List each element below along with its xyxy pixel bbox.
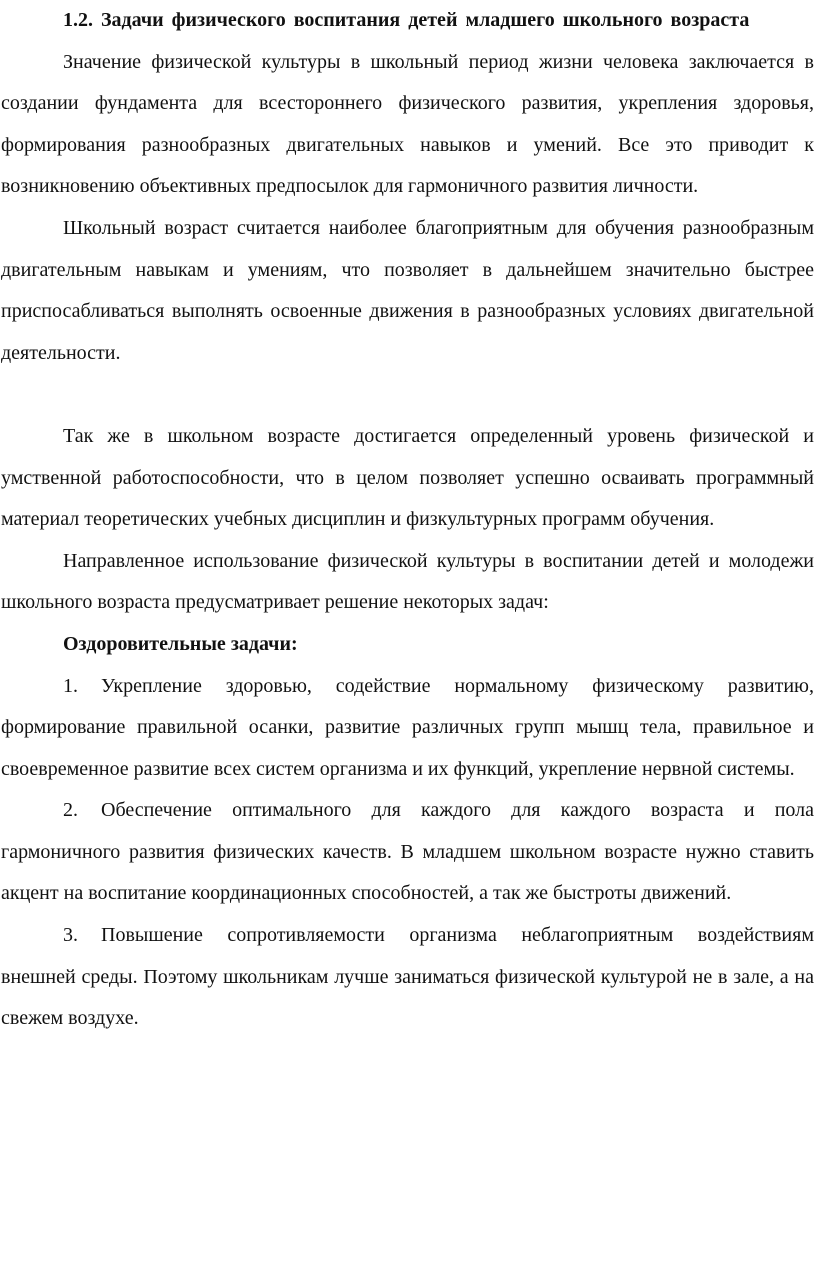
task-text: Укрепление здоровью, содействие нормальному физическому развитию, формирование правильной осанки, развитие различных групп мышц тела, правильное и своевременное развитие всех систем организма и их функций, укрепление нервной системы. — [1, 674, 814, 780]
task-number: 1. — [63, 674, 78, 697]
subheading-health-tasks: Оздоровительные задачи: — [63, 632, 298, 655]
task-item-3 — [1, 915, 814, 1040]
paragraph-1: Значение физической культуры в школьный период жизни человека заключается в создании фундамента для всестороннего физического развития, укрепления здоровья, формирования разнообразных двигательных навыков и умений. Все это приводит к возникновению объективных предпосылок для гармоничного развития личности. — [1, 50, 814, 198]
task-text: Повышение сопротивляемости организма неблагоприятным воздействиям внешней среды. Поэтому школьникам лучше заниматься физической культурой не в зале, а на свежем воздухе. — [1, 924, 814, 1030]
task-text: Обеспечение оптимального для каждого для каждого возраста и пола гармоничного развития физических качеств. В младшем школьном возрасте нужно ставить акцент на воспитание координационных способностей, а так же быстроты движений. — [1, 799, 814, 905]
paragraph-3: Так же в школьном возрасте достигается определенный уровень физической и умственной работоспособности, что в целом позволяет успешно осваивать программный материал теоретических учебных дисциплин и физкультурных программ обучения. — [1, 424, 814, 531]
task-item-2 — [1, 790, 814, 915]
blank-line — [1, 374, 814, 416]
paragraph-4: Направленное использование физической культуры в воспитании детей и молодежи школьного возраста предусматривает решение некоторых задач: — [1, 549, 814, 614]
paragraph-2: Школьный возраст считается наиболее благоприятным для обучения разнообразным двигательным навыкам и умениям, что позволяет в дальнейшем значительно быстрее приспосабливаться выполнять освоенные движения в разнообразных условиях двигательной деятельности. — [1, 216, 814, 364]
task-number: 3. — [63, 924, 78, 947]
task-item-1 — [1, 666, 814, 791]
task-number: 2. — [63, 799, 78, 822]
section-heading: 1.2. Задачи физического воспитания детей младшего школьного возраста — [63, 9, 750, 31]
